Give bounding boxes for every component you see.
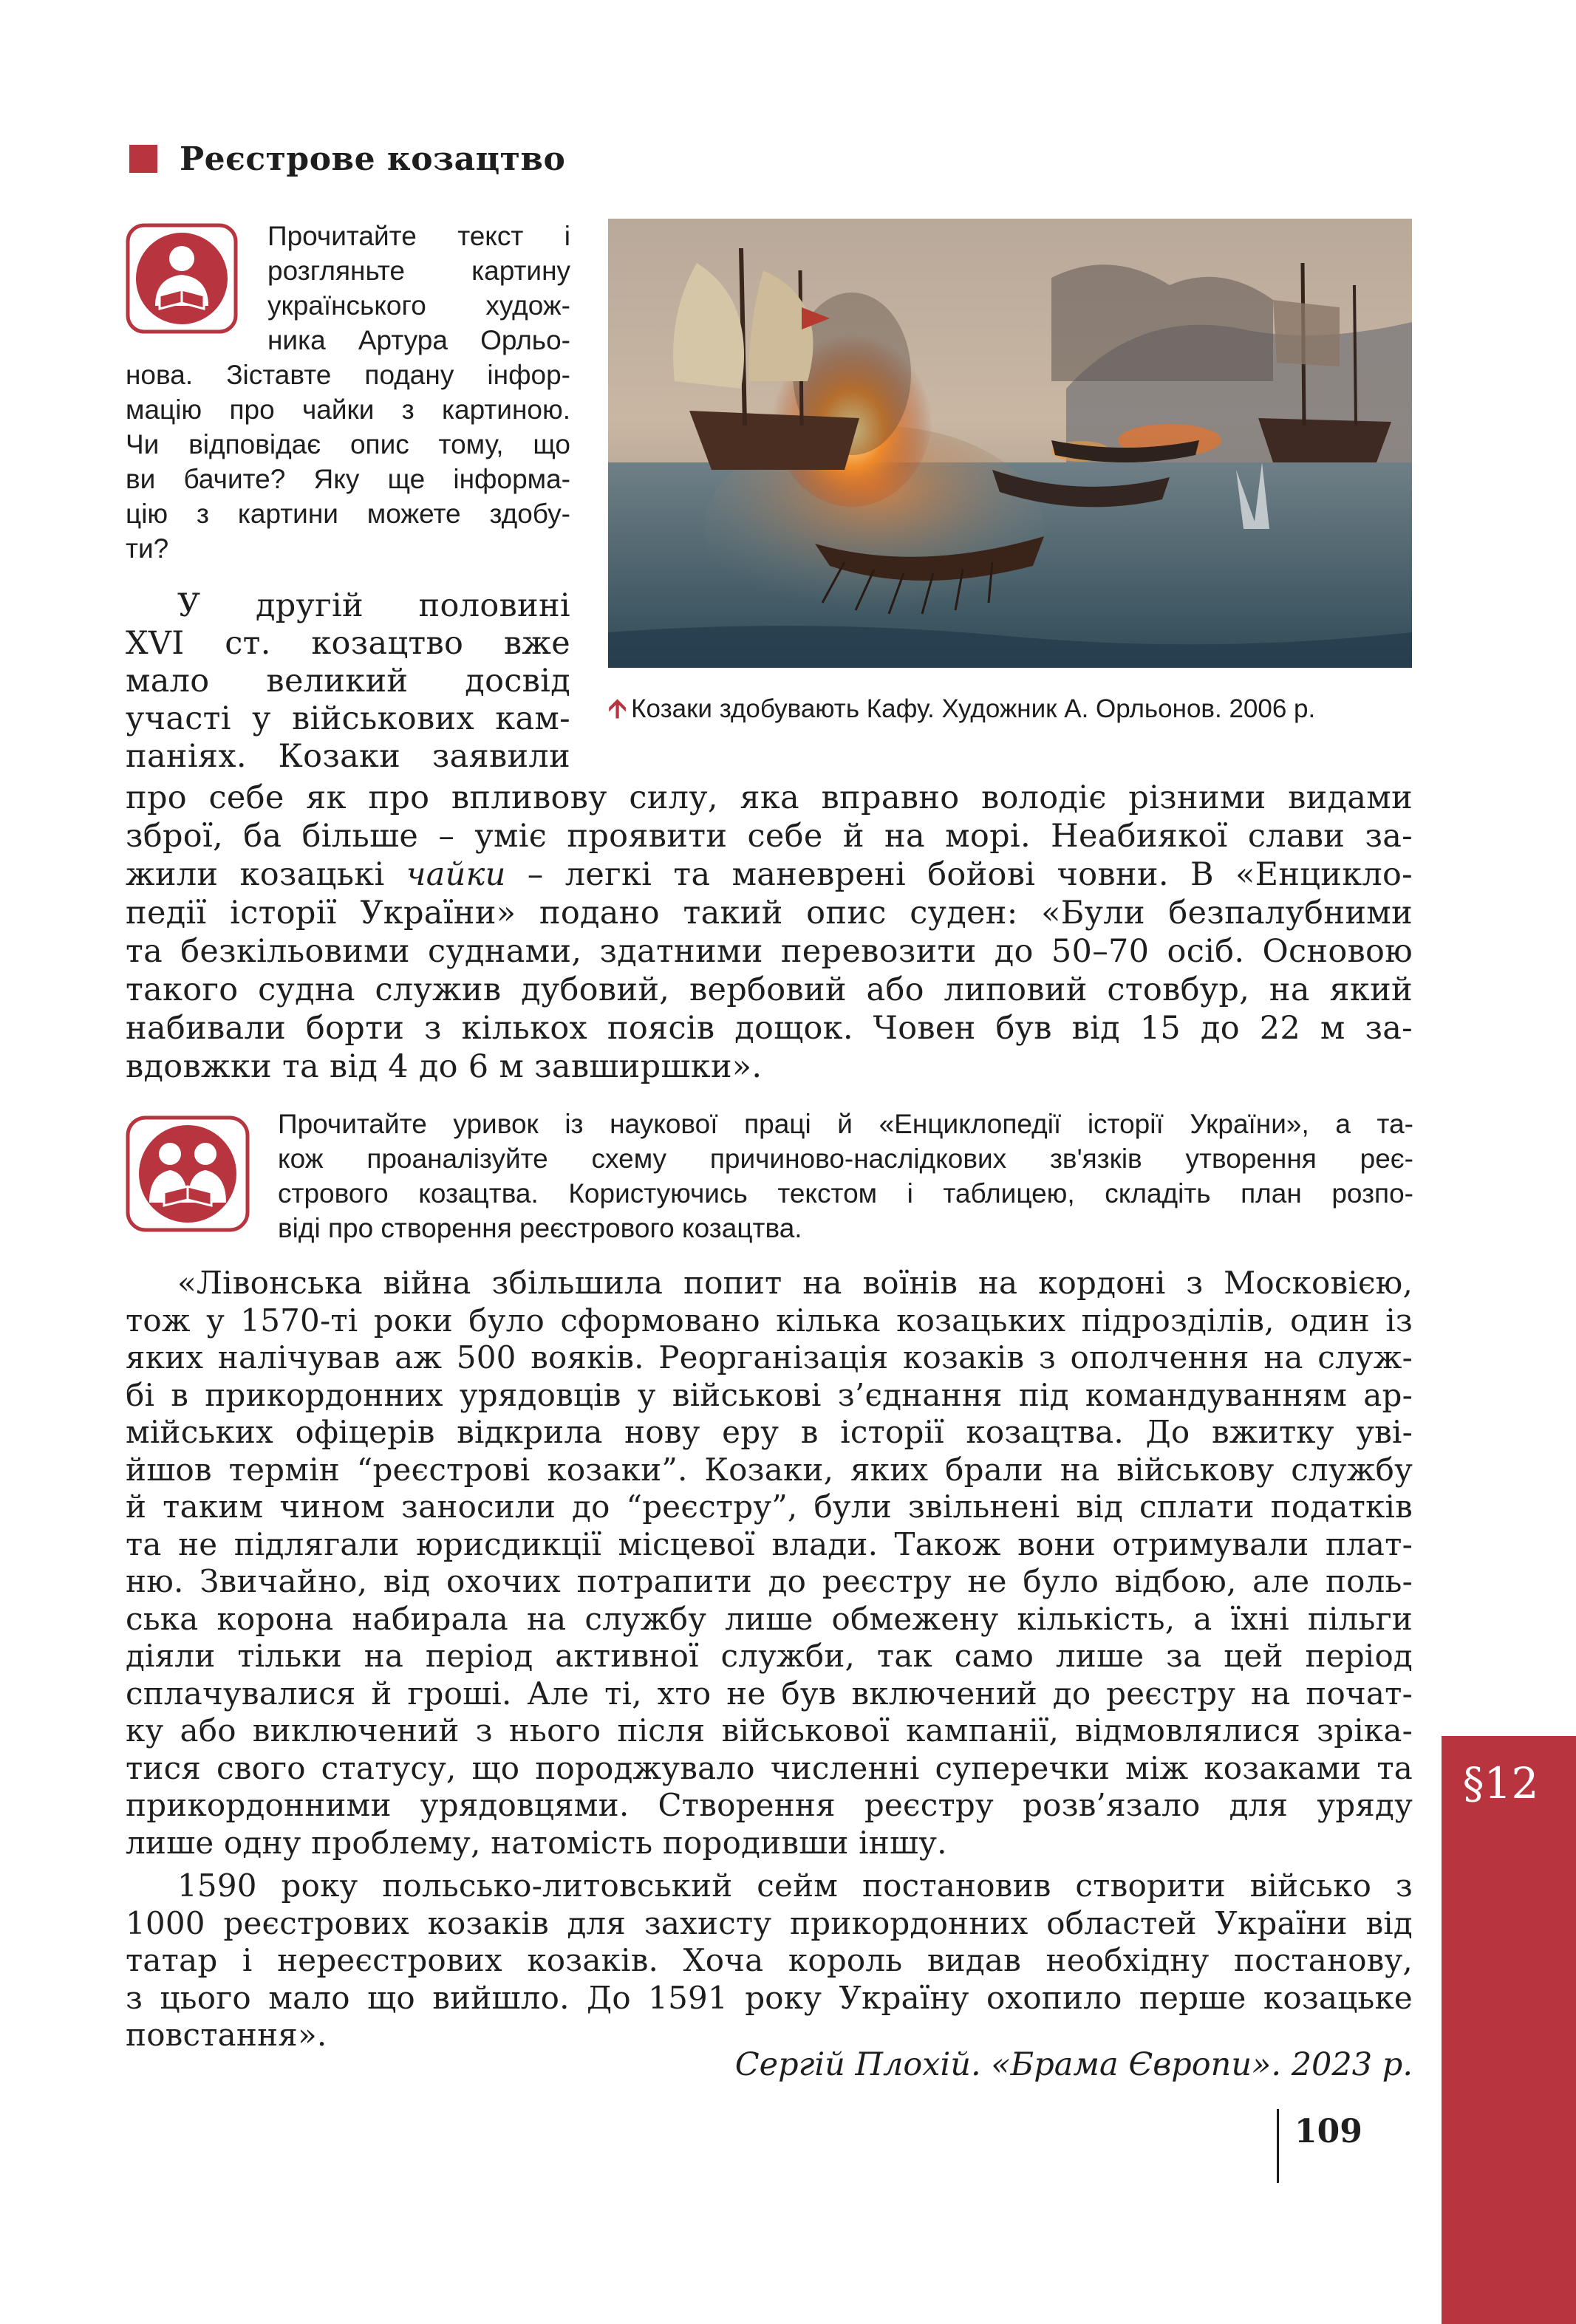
task1-line: ти? (126, 533, 169, 564)
quote-source: Сергій Плохій. «Брама Європи». 2023 р. (734, 2046, 1413, 2083)
task1-text-top (267, 219, 570, 358)
quote-line: повстання». (126, 2017, 327, 2053)
painting-caption (608, 693, 1413, 725)
quote-line: бі в прикордонних урядовців у військові з’єднання під командуванням ар- (126, 1376, 1413, 1413)
task1-line: розгляньте картину (267, 256, 570, 286)
task2-line: кож проаналізуйте схему причиново-наслідкових зв'язків утворення реє- (278, 1144, 1413, 1174)
task1-line: нова. Зіставте подану інфор- (126, 360, 570, 390)
task2-text (278, 1107, 1413, 1245)
section-side-tab (1442, 1736, 1576, 2324)
task1-line: ви бачите? Яку ще інформа- (126, 464, 570, 494)
quote-line: 1000 реєстрових козаків для захисту прикордонних областей України від (126, 1904, 1413, 1941)
intro-text: – легкі та маневрені бойові човни. В «Енцикло- (505, 856, 1413, 893)
intro-line (126, 855, 1413, 894)
intro-line: такого судна служив дубовий, вербовий або липовий стовбур, на який (126, 971, 1413, 1008)
quote-line: з цього мало що вийшло. До 1591 року Україну охопило перше козацьке (126, 1979, 1413, 2016)
intro-line: педії історії України» подано такий опис суден: «Були безпалубними (126, 895, 1413, 932)
quote-paragraph-2 (126, 1867, 1413, 2054)
quote-line: мійських офіцерів відкрила нову еру в історії козацтва. До вжитку уві- (126, 1414, 1413, 1450)
quote-line: «Лівонська війна збільшила попит на воїнів на кордоні з Московією, (177, 1265, 1413, 1301)
quote-line: йшов термін “реєстрові козаки”. Козаки, яких брали на військову службу (126, 1451, 1413, 1488)
quote-paragraph-1 (126, 1265, 1413, 1862)
intro-paragraph-start (126, 587, 570, 776)
task1-line: українського худож- (267, 290, 570, 321)
task1-line: Чи відповідає опис тому, що (126, 429, 570, 459)
task1-line: ника Артура Орльо- (267, 325, 570, 355)
quote-line: тися свого статусу, що породжувало численні суперечки між козаками та (126, 1749, 1413, 1786)
painting-image (608, 219, 1412, 668)
task1-line: цію з картини можете здобу- (126, 499, 570, 529)
intro-line: набивали борти з кількох поясів дощок. Човен був від 15 до 22 м за- (126, 1010, 1413, 1047)
quote-line: сплачувалися й гроші. Але ті, хто не був включений до реєстру на почат- (126, 1675, 1413, 1712)
quote-line: татар і нереєстрових козаків. Хоча король видав необхідну постанову, (126, 1942, 1413, 1978)
quote-line: й таким чином заносили до “реєстру”, були звільнені від сплати податків (126, 1489, 1413, 1525)
section-number-label: §12 (1462, 1758, 1539, 1808)
quote-line: прикордонними урядовцями. Створення реєстру розв’язало для уряду (126, 1787, 1413, 1823)
intro-paragraph (126, 779, 1413, 1086)
quote-line: діяли тільки на період активної служби, так само лише за цей період (126, 1638, 1413, 1674)
quote-line: ська корона набирала на службу лише обмежену кількість, а їхні пільги (126, 1600, 1413, 1637)
intro-text: жили козацькі (126, 856, 406, 893)
section-title: Реєстрове козацтво (180, 140, 566, 178)
intro-line: XVI ст. козацтво вже (126, 625, 570, 662)
quote-line: лише одну проблему, натомість породивши іншу. (126, 1824, 947, 1861)
task1-line: Прочитайте текст і (267, 221, 570, 251)
intro-line: У другій половині (177, 587, 570, 624)
task2-line: стрового козацтва. Користуючись текстом і таблицею, складіть план розпо- (278, 1178, 1413, 1209)
intro-line: про себе як про впливову силу, яка вправно володіє різними видами (126, 779, 1413, 816)
quote-line: ню. Звичайно, від охочих потрапити до реєстру не було відбою, але поль- (126, 1563, 1413, 1599)
page-number: 109 (1294, 2113, 1362, 2150)
intro-line: паніях. Козаки заявили (126, 738, 570, 775)
section-heading (129, 140, 565, 177)
quote-line: 1590 року польсько-литовський сейм постановив створити військо з (177, 1867, 1413, 1904)
intro-line: та безкільовими суднами, здатними перевозити до 50–70 осіб. Основою (126, 933, 1413, 970)
quote-line: тож у 1570-ті роки було сформовано кілька козацьких підрозділів, один із (126, 1302, 1413, 1339)
intro-line: мало великий досвід (126, 663, 570, 700)
task1-text-bottom (126, 358, 570, 566)
intro-line: участі у військових кам- (126, 700, 570, 737)
reading-person-icon (126, 223, 238, 334)
painting-caption-text: Козаки здобувають Кафу. Художник А. Орльонов. 2006 р. (631, 694, 1316, 723)
quote-line: ку або виключений з нього після військової кампанії, відмовлялися зріка- (126, 1712, 1413, 1749)
task2-line: Прочитайте уривок із наукової праці й «Енциклопедії історії України», а та- (278, 1109, 1413, 1139)
heading-square-marker (129, 145, 157, 173)
intro-line: зброї, ба більше – уміє проявити себе й на морі. Неабиякої слави за- (126, 818, 1413, 855)
task2-line: віді про створення реєстрового козацтва. (278, 1213, 802, 1243)
page-number-divider (1277, 2109, 1279, 2183)
quote-line: та не підлягали юрисдикції місцевої влади. Також вони отримували плат- (126, 1525, 1413, 1562)
arrow-up-icon: 🡩 (608, 694, 627, 723)
task1-line: мацію про чайки з картиною. (126, 394, 570, 425)
intro-line: вдовжки та від 4 до 6 м завширшки». (126, 1048, 763, 1085)
term-chaiky: чайки (406, 856, 506, 893)
reading-pair-icon (126, 1115, 250, 1232)
quote-line: яких налічував аж 500 вояків. Реорганізація козаків з ополчення на служ- (126, 1339, 1413, 1375)
